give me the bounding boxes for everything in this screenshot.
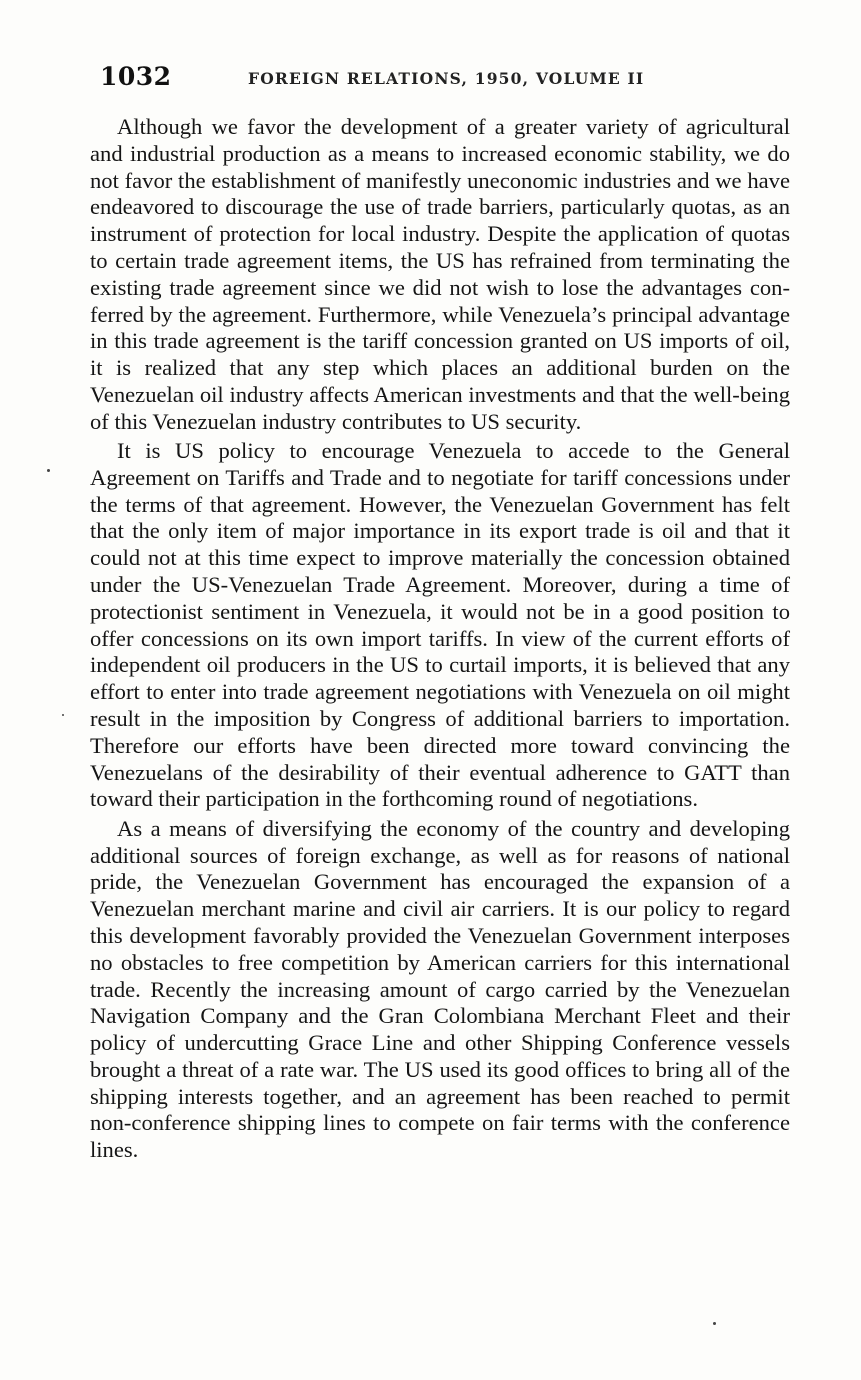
paragraph-trade-policy: Although we favor the development of a greater variety of agricultural and industrial production as a means to increased economic stability, we do not favor the establishment of manifestly uneconomic industries and we have endeavored to discourage the use of trade barriers, particularly quotas, as an instrument of protection for local industry. Despite the application of quotas to certain trade agreement items, the US has refrained from terminating the existing trade agreement since we did not wish to lose the advantages conferred by the agreement. Furthermore, while Venezuela’s principal advantage in this trade agreement is the tariff concession granted on US imports of oil, it is realized that any step which places an additional burden on the Venezuelan oil industry affects American investments and that the well-being of this Venezuelan industry contributes to US security. bbox=[90, 114, 790, 434]
page-header bbox=[100, 62, 780, 102]
paragraph-merchant-marine: As a means of diversifying the economy of the country and developing additional sources of foreign exchange, as well as for reasons of national pride, the Venezuelan Government has encouraged the expansion of a Venezuelan merchant marine and civil air carriers. It is our policy to regard this development favorably provided the Venezuelan Government interposes no obstacles to free competition by American carriers for this international trade. Recently the increasing amount of cargo carried by the Venezuelan Navigation Company and the Gran Colombiana Merchant Fleet and their policy of undercutting Grace Line and other Shipping Conference vessels brought a threat of a rate war. The US used its good offices to bring all of the shipping interests together, and an agreement has been reached to permit non-conference shipping lines to compete on fair terms with the conference lines. bbox=[90, 815, 790, 1163]
running-title: FOREIGN RELATIONS, 1950, VOLUME II bbox=[248, 69, 645, 88]
page-number: 1032 bbox=[100, 62, 172, 91]
print-speck bbox=[713, 1322, 716, 1325]
print-speck bbox=[62, 714, 64, 716]
print-speck bbox=[47, 469, 50, 472]
paragraph-gatt-policy: It is US policy to encourage Venezuela to accede to the General Agreement on Tariffs and Trade and to negotiate for tariff concessions under the terms of that agreement. However, the Venezuelan Government has felt that the only item of major importance in its export trade is oil and that it could not at this time expect to improve materially the concession obtained under the US-Venezuelan Trade Agreement. Moreover, during a time of protectionist sentiment in Venezuela, it would not be in a good position to offer concessions on its own import tariffs. In view of the current efforts of independent oil producers in the US to curtail imports, it is believed that any effort to enter into trade agreement negotiations with Venezuela on oil might result in the imposition by Congress of additional barriers to importation. Therefore our efforts have been directed more toward convincing the Venezuelans of the desirability of their eventual adherence to GATT than toward their participation in the forthcoming round of negotiations. bbox=[90, 438, 790, 812]
body-text bbox=[90, 114, 790, 1167]
